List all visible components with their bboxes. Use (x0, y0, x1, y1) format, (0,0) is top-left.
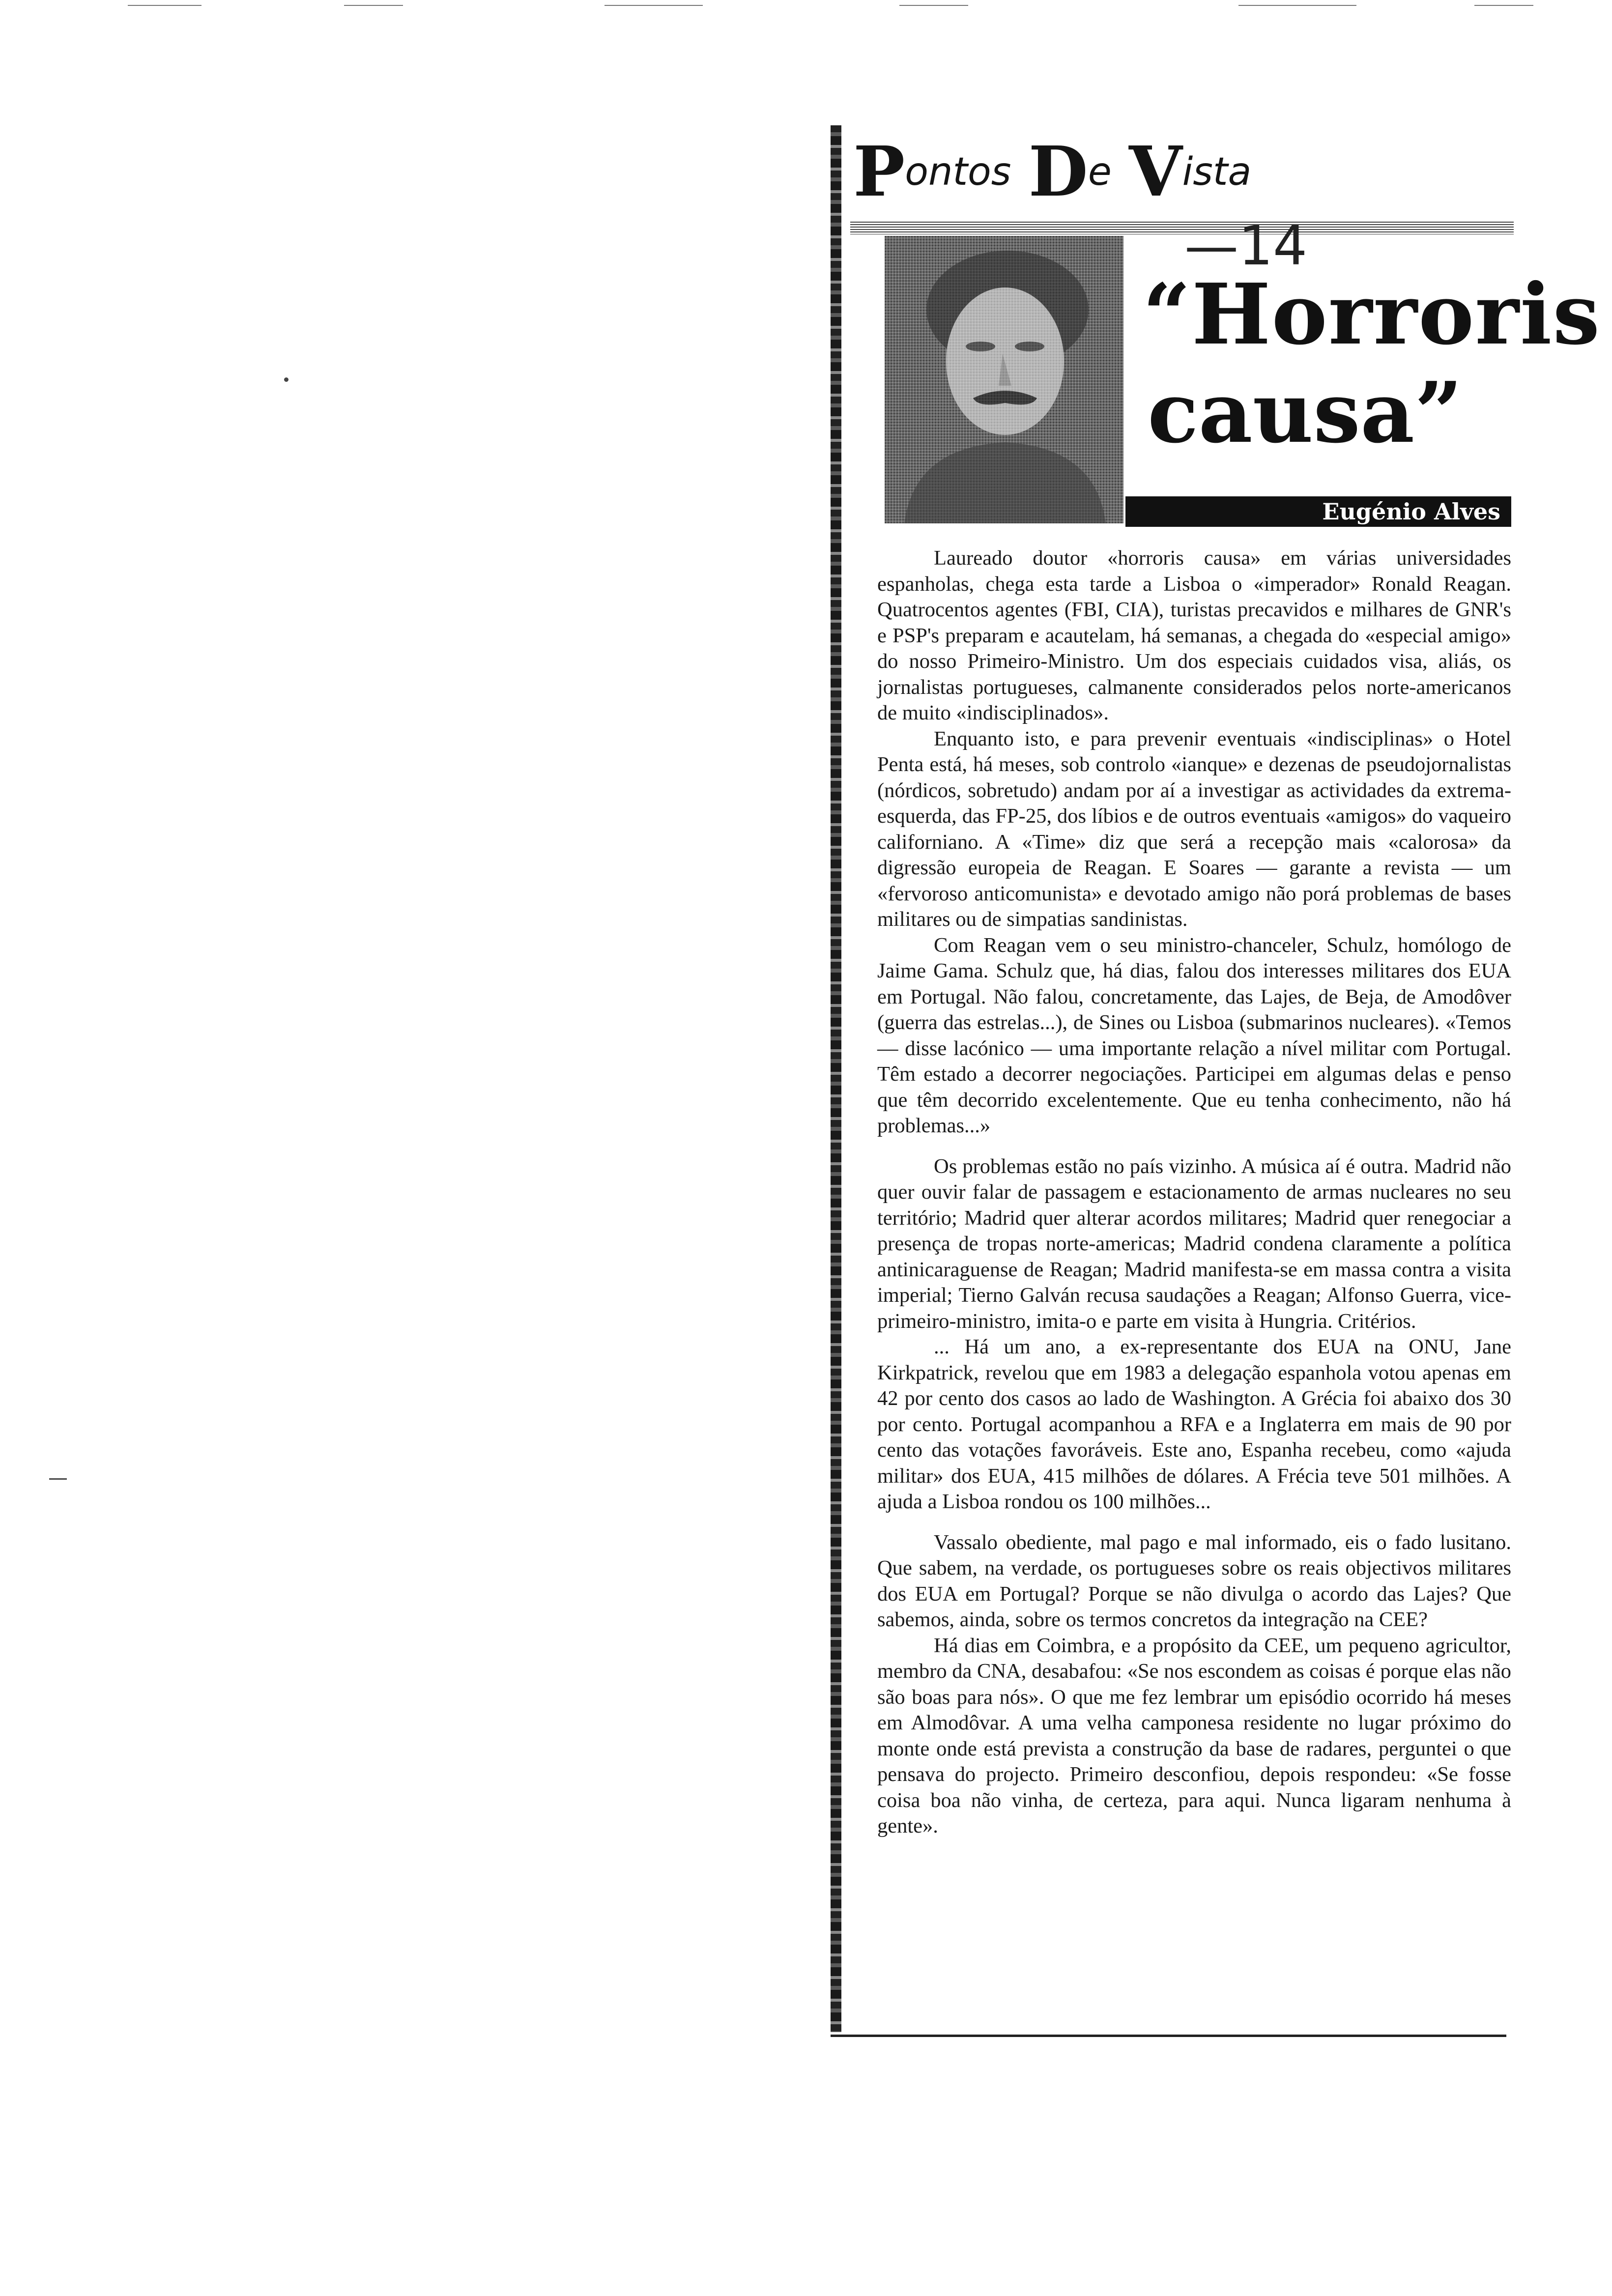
author-portrait-illustration (885, 236, 1123, 523)
scan-edge-line (128, 5, 202, 6)
clipping-bottom-rule (831, 2035, 1506, 2037)
section-title-initial: D (1028, 132, 1088, 212)
article-paragraph: Há dias em Coimbra, e a propósito da CEE, um pequeno agricultor, membro da CNA, desabafou: «Se nos escondem as coisas é porque elas não são boas para nós». O que me fez lembrar um episódio ocorrido há meses em Almodôvar. A uma velha camponesa residente no lugar próximo do monte onde está prevista a construção da base de radares, perguntei o que pensava do projecto. Primeiro desconfiou, depois respondeu: «Se fosse coisa boa não vinha, de certeza, para aqui. Nunca ligaram nenhuma à gente». (877, 1634, 1512, 1837)
byline-bar (1125, 496, 1511, 527)
section-title-word: ista (1182, 150, 1252, 194)
handwritten-annotation: —14 (1184, 214, 1307, 277)
author-byline: Eugénio Alves (1322, 498, 1500, 525)
clipping-left-border (831, 125, 841, 2032)
header-rule (850, 222, 1514, 234)
article-paragraph: Enquanto isto, e para prevenir eventuais «indisciplinas» o Hotel Penta está, há meses, sob controlo «ianque» e dezenas de pseudojornalistas (nórdicos, sobretudo) andam por aí a investigar as actividades da extrema-esquerda, das FP-25, dos líbios e de outros eventuais «amigos» do vaqueiro californiano. A «Time» diz que será a recepção mais «calorosa» da digressão europeia de Reagan. E Soares — garante a revista — um «fervoroso anticomunista» e devotado amigo não porá problemas de bases militares ou de simpatias sandinistas. (877, 727, 1511, 931)
scan-edge-line (1238, 5, 1356, 6)
scan-edge-line (899, 5, 968, 6)
scan-speck (284, 377, 288, 382)
scan-edge-line (604, 5, 703, 6)
headline-line: causa” (1148, 364, 1463, 462)
article-paragraph: Laureado doutor «horroris causa» em várias universidades espanholas, chega esta tarde a Lisboa o «imperador» Ronald Reagan. Quatrocentos agentes (FBI, CIA), turistas precavidos e milhares de GNR's e PSP's preparam e acautelam, há semanas, a chegada do «especial amigo» do nosso Primeiro-Ministro. Um dos especiais cuidados visa, aliás, os jornalistas portugueses, calmanente considerados pelos norte-americanos de muito «indisciplinados». (877, 546, 1511, 724)
section-title-word: ontos (905, 150, 1011, 194)
section-title-initial: P (853, 132, 905, 212)
article-headline (1143, 265, 1601, 462)
scan-speck (49, 1478, 67, 1480)
article-paragraph: Os problemas estão no país vizinho. A música aí é outra. Madrid não quer ouvir falar de passagem e estacionamento de armas nucleares no seu território; Madrid quer alterar acordos militares; Madrid quer renegociar a presença de tropas norte-americas; Madrid condena claramente a política antinicaraguense de Reagan; Madrid manifesta-se em massa contra a visita imperial; Tierno Galván recusa saudações a Reagan; Alfonso Guerra, vice-primeiro-ministro, imita-o e parte em visita à Hungria. Critérios. (877, 1154, 1511, 1333)
headline-line: “Horroris (1143, 265, 1601, 364)
section-title-initial: V (1128, 132, 1182, 212)
article-paragraph: ... Há um ano, a ex-representante dos EUA na ONU, Jane Kirkpatrick, revelou que em 1983 a delegação espanhola votou apenas em 42 por cento dos casos ao lado de Washington. A Grécia foi abaixo dos 30 por cento. Portugal acompanhou a RFA e a Inglaterra em mais de 90 por cento das votações favoráveis. Este ano, Espanha recebeu, como «ajuda militar» dos EUA, 415 milhões de dólares. A Frécia teve 501 milhões. A ajuda a Lisboa rondou os 100 milhões... (877, 1335, 1511, 1513)
article-body (877, 545, 1511, 1839)
scan-edge-line (344, 5, 403, 6)
newspaper-clipping (831, 125, 1601, 2086)
author-photo (885, 236, 1123, 523)
scan-edge-line (1474, 5, 1533, 6)
article-paragraph: Com Reagan vem o seu ministro-chanceler, Schulz, homólogo de Jaime Gama. Schulz que, há dias, falou dos interesses militares dos EUA em Portugal. Não falou, concretamente, das Lajes, de Beja, de Amodôver (guerra das estrelas...), de Sines ou Lisboa (submarinos nucleares). «Temos — disse lacónico — uma importante relação a nível militar com Portugal. Têm estado a decorrer negociações. Participei em algumas delas e penso que têm decorrido excelentemente. Que eu tenha conhecimento, não há problemas...» (877, 933, 1511, 1137)
section-title-word: e (1088, 150, 1112, 194)
article-paragraph: Vassalo obediente, mal pago e mal informado, eis o fado lusitano. Que sabem, na verdade, os portugueses sobre os reais objectivos militares dos EUA em Portugal? Porque se não divulga o acordo das Lajes? Que sabemos, ainda, sobre os termos concretos da integração na CEE? (877, 1530, 1511, 1631)
